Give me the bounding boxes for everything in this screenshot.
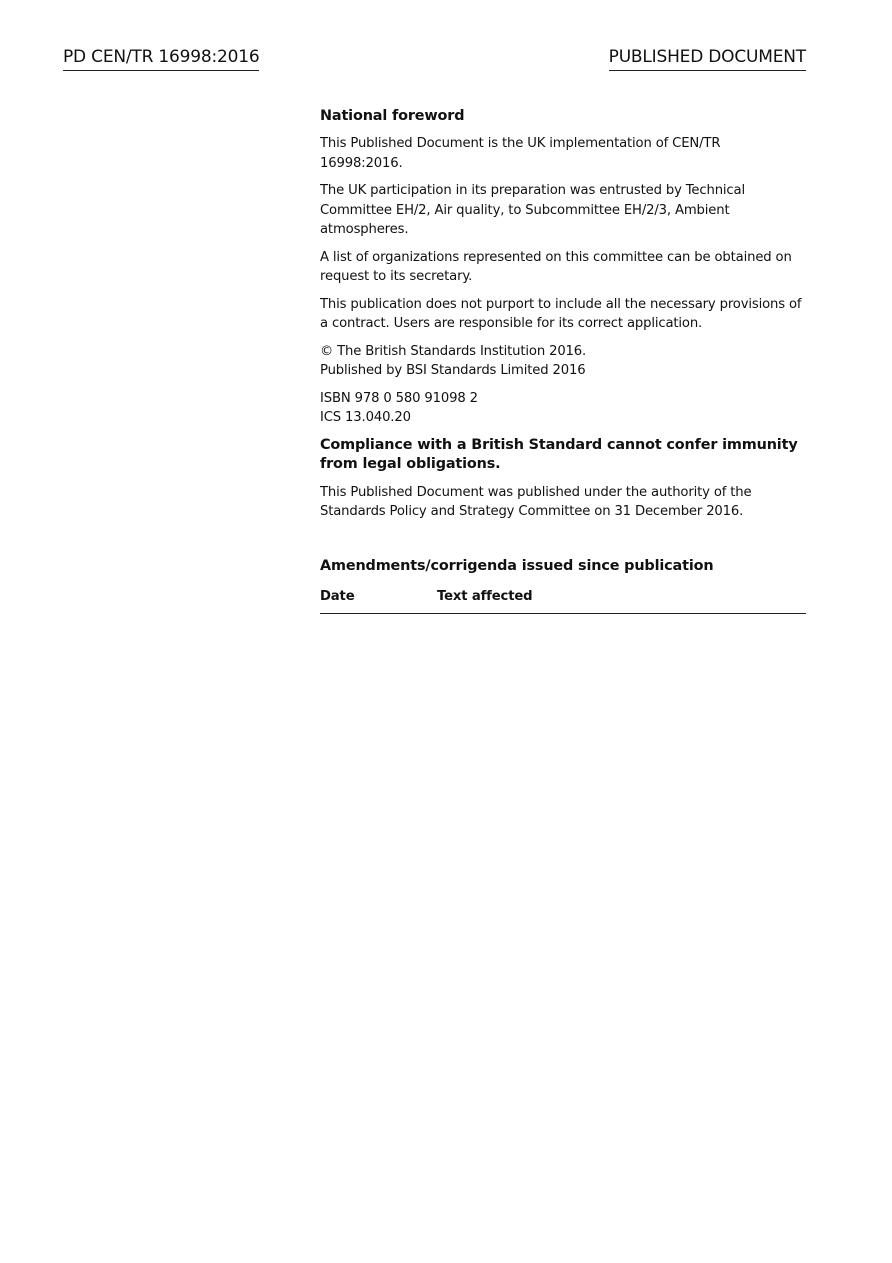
ics-code: ICS 13.040.20 bbox=[320, 410, 411, 425]
foreword-paragraph-implementation: This Published Document is the UK implementation of CEN/TR 16998:2016. bbox=[320, 136, 721, 171]
foreword-heading: National foreword bbox=[320, 108, 465, 124]
foreword-paragraph-committee-list: A list of organizations represented on this committee can be obtained on request to its secretary. bbox=[320, 249, 792, 284]
compliance-heading: Compliance with a British Standard cannot confer immunity from legal obligations. bbox=[320, 436, 798, 472]
authority-paragraph: This Published Document was published under the authority of the Standards Policy and Strategy Committee on 31 December 2016. bbox=[320, 484, 752, 519]
header-document-id: PD CEN/TR 16998:2016 bbox=[63, 46, 259, 71]
copyright-notice: © The British Standards Institution 2016. bbox=[320, 343, 587, 359]
national-foreword-section bbox=[320, 106, 806, 614]
column-text-affected: Text affected bbox=[437, 588, 533, 604]
header-document-type: PUBLISHED DOCUMENT bbox=[609, 46, 806, 71]
column-date: Date bbox=[320, 588, 355, 604]
classification-block bbox=[320, 389, 806, 428]
isbn: ISBN 978 0 580 91098 2 bbox=[320, 390, 478, 406]
foreword-paragraph-provisions: This publication does not purport to include all the necessary provisions of a contract. Users are responsible for its correct application. bbox=[320, 296, 802, 331]
amendments-table-header bbox=[320, 588, 806, 614]
foreword-paragraph-participation: The UK participation in its preparation was entrusted by Technical Committee EH/2, Air quality, to Subcommittee EH/2/3, Ambient atmospheres. bbox=[320, 183, 745, 237]
copyright-block bbox=[320, 342, 806, 381]
amendments-title: Amendments/corrigenda issued since publication bbox=[320, 557, 714, 574]
published-by: Published by BSI Standards Limited 2016 bbox=[320, 363, 586, 378]
